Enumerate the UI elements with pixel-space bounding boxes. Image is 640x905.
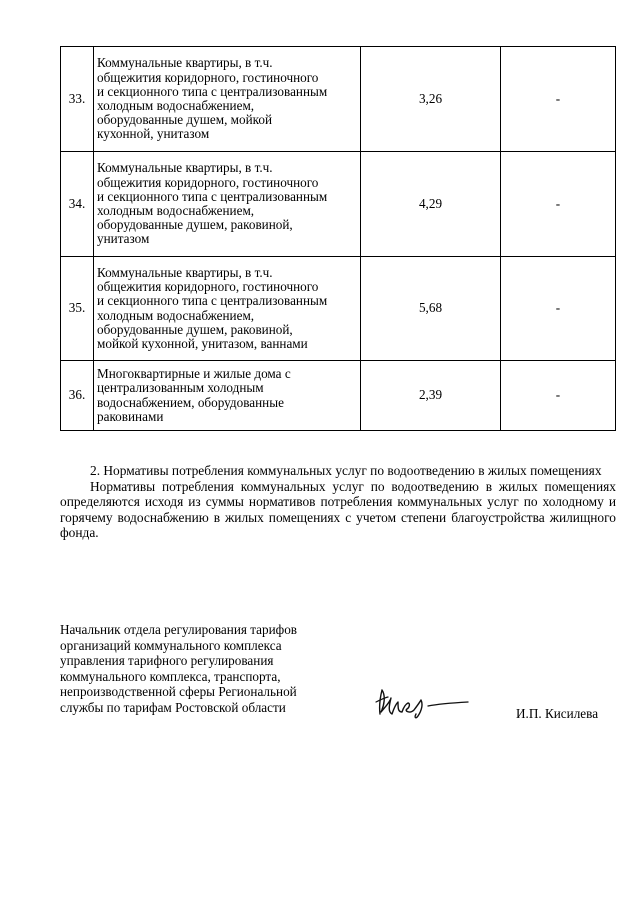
section-body: Нормативы потребления коммунальных услуг по водоотведению в жилых помещениях определяются исходя из суммы нормативов потребления коммунальных услуг по холодному и горячему водоснабжению в жилых помещениях с учетом степени благоустройства жилищного фонда. xyxy=(60,478,616,541)
signatory-position xyxy=(60,622,340,716)
norm-value-secondary: - xyxy=(501,257,616,361)
description-line: холодным водоснабжением, xyxy=(97,307,255,323)
description-line: и секционного типа с централизованным xyxy=(97,83,328,99)
table-row xyxy=(61,47,616,152)
row-description xyxy=(94,257,361,361)
description-line: общежития коридорного, гостиночного xyxy=(97,69,319,85)
description-line: холодным водоснабжением, xyxy=(97,203,255,218)
norm-value-secondary: - xyxy=(501,152,616,257)
description-line: и секционного типа с централизованным xyxy=(97,188,328,204)
position-line: коммунального комплекса, транспорта, xyxy=(60,668,281,684)
description-line: водоснабжением, оборудованные xyxy=(97,394,284,410)
row-number: 34. xyxy=(61,152,94,257)
row-description xyxy=(94,152,361,257)
table-row xyxy=(61,361,616,431)
table-row xyxy=(61,152,616,257)
description-line: и секционного типа с централизованным xyxy=(97,293,328,309)
description-line: холодным водоснабжением, xyxy=(97,98,255,113)
description-line: мойкой кухонной, унитазом, ваннами xyxy=(97,335,308,351)
description-line: Коммунальные квартиры, в т.ч. xyxy=(97,55,273,71)
position-line: организаций коммунального комплекса xyxy=(60,637,282,653)
description-line: унитазом xyxy=(97,231,150,247)
norms-table xyxy=(60,46,616,431)
norm-value-secondary: - xyxy=(501,361,616,431)
row-number: 36. xyxy=(61,361,94,431)
row-description xyxy=(94,47,361,152)
section-heading: 2. Нормативы потребления коммунальных услуг по водоотведению в жилых помещениях xyxy=(90,463,602,478)
description-line: оборудованные душем, раковиной, xyxy=(97,217,293,233)
signer-name: И.П. Кисилева xyxy=(516,706,599,721)
description-line: общежития коридорного, гостиночного xyxy=(97,279,319,295)
position-line: непроизводственной сферы Региональной xyxy=(60,684,297,700)
position-line: Начальник отдела регулирования тарифов xyxy=(60,622,298,637)
description-line: Коммунальные квартиры, в т.ч. xyxy=(97,264,273,280)
row-number: 35. xyxy=(61,257,94,361)
table-row xyxy=(61,257,616,361)
description-line: раковинами xyxy=(97,408,164,424)
description-line: централизованным холодным xyxy=(97,380,264,396)
description-line: Коммунальные квартиры, в т.ч. xyxy=(97,160,273,176)
norm-value: 5,68 xyxy=(361,257,501,361)
description-line: Многоквартирные и жилые дома с xyxy=(97,366,291,382)
norm-value: 4,29 xyxy=(361,152,501,257)
norm-value: 3,26 xyxy=(361,47,501,152)
position-line: управления тарифного регулирования xyxy=(60,653,274,669)
row-number: 33. xyxy=(61,47,94,152)
description-line: кухонной, унитазом xyxy=(97,126,210,142)
norm-value-secondary: - xyxy=(501,47,616,152)
description-line: оборудованные душем, мойкой xyxy=(97,112,273,128)
norm-value: 2,39 xyxy=(361,361,501,431)
description-line: общежития коридорного, гостиночного xyxy=(97,174,319,190)
position-line: службы по тарифам Ростовской области xyxy=(60,699,286,715)
handwritten-signature xyxy=(374,676,474,720)
description-line: оборудованные душем, раковиной, xyxy=(97,321,293,337)
section-2 xyxy=(60,463,616,541)
row-description xyxy=(94,361,361,431)
